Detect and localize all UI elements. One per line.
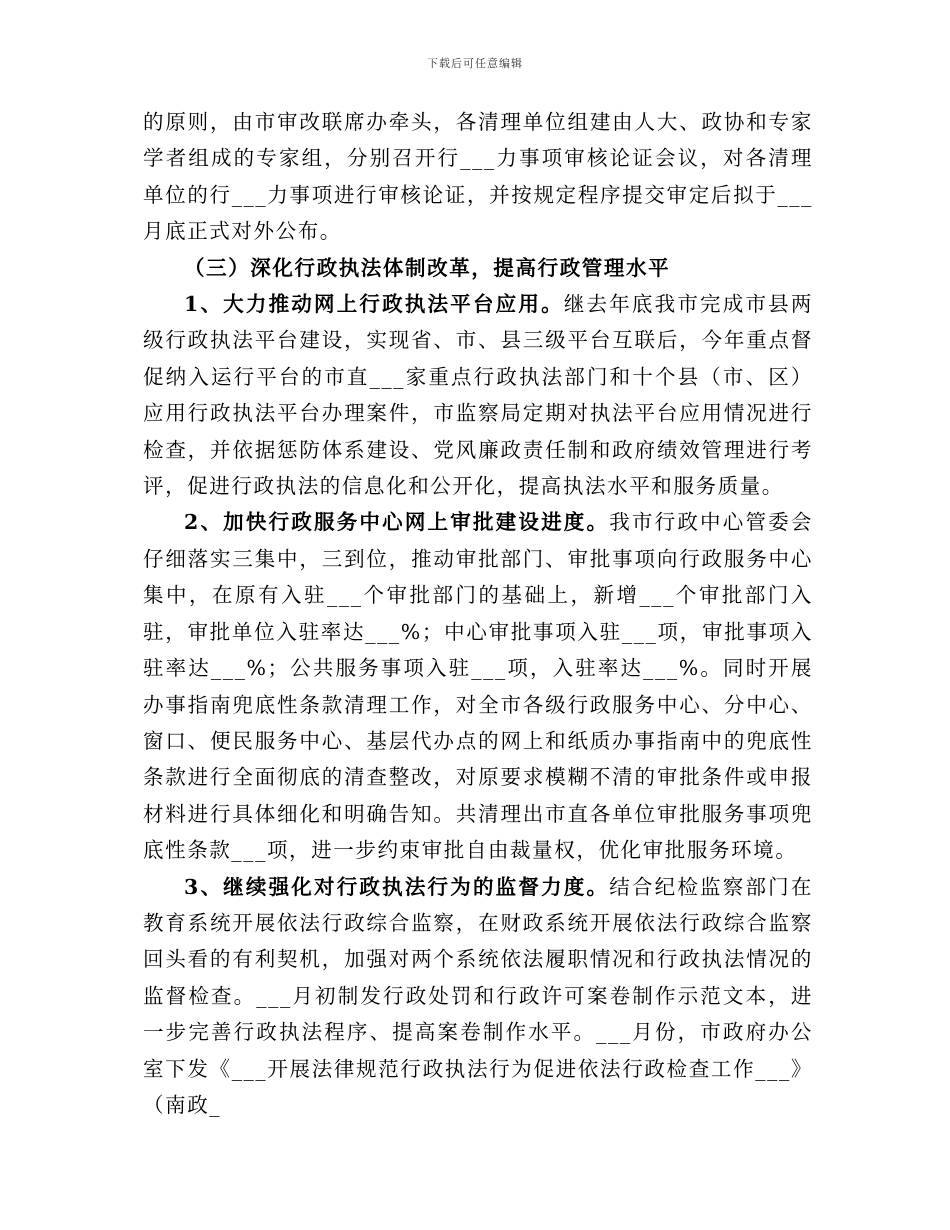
paragraph-text: 的原则，由市审改联席办牵头，各清理单位组建由人大、政协和专家学者组成的专家组，分别召开行___力事项审核论证会议，对各清理单位的行___力事项进行审核论证，并按规定程序提交审定后拟于___月底正式对外公布。 bbox=[143, 110, 813, 244]
section-heading bbox=[143, 250, 813, 286]
section-heading-text: （三）深化行政执法体制改革，提高行政管理水平 bbox=[184, 255, 671, 280]
paragraph-continuation bbox=[143, 104, 813, 250]
document-body bbox=[143, 104, 813, 1123]
item-lead-1: 1、大力推动网上行政执法平台应用。 bbox=[184, 292, 564, 317]
item-text-3: 结合纪检监察部门在教育系统开展依法行政综合监察，在财政系统开展依法行政综合监察回头看的有利契机，加强对两个系统依法履职情况和行政执法情况的监督检查。___月初制发行政处罚和行政许可案卷制作示范文本，进一步完善行政执法程序、提高案卷制作水平。___月份，市政府办公室下发《___开展法律规范行政执法行为促进依法行政检查工作___》（南政_ bbox=[143, 874, 813, 1117]
list-item-2 bbox=[143, 504, 813, 868]
item-lead-3: 3、继续强化对行政执法行为的监督力度。 bbox=[184, 874, 610, 899]
page-header: 下载后可任意编辑 bbox=[427, 57, 523, 70]
item-text-2: 我市行政中心管委会仔细落实三集中，三到位，推动审批部门、审批事项向行政服务中心集中，在原有入驻___个审批部门的基础上，新增___个审批部门入驻，审批单位入驻率达___%；中心审批事项入驻___项，审批事项入驻率达___%；公共服务事项入驻___项，入驻率达___%。同时开展办事指南兜底性条款清理工作，对全市各级行政服务中心、分中心、窗口、便民服务中心、基层代办点的网上和纸质办事指南中的兜底性条款进行全面彻底的清查整改，对原要求模糊不清的审批条件或申报材料进行具体细化和明确告知。共清理出市直各单位审批服务事项兜底性条款___项，进一步约束审批自由裁量权，优化审批服务环境。 bbox=[143, 510, 813, 863]
item-text-1: 继去年底我市完成市县两级行政执法平台建设，实现省、市、县三级平台互联后，今年重点督促纳入运行平台的市直___家重点行政执法部门和十个县（市、区）应用行政执法平台办理案件，市监察局定期对执法平台应用情况进行检查，并依据惩防体系建设、党风廉政责任制和政府绩效管理进行考评，促进行政执法的信息化和公开化，提高执法水平和服务质量。 bbox=[143, 292, 813, 499]
list-item-3 bbox=[143, 869, 813, 1124]
list-item-1 bbox=[143, 286, 813, 504]
item-lead-2: 2、加快行政服务中心网上审批建设进度。 bbox=[184, 510, 610, 535]
